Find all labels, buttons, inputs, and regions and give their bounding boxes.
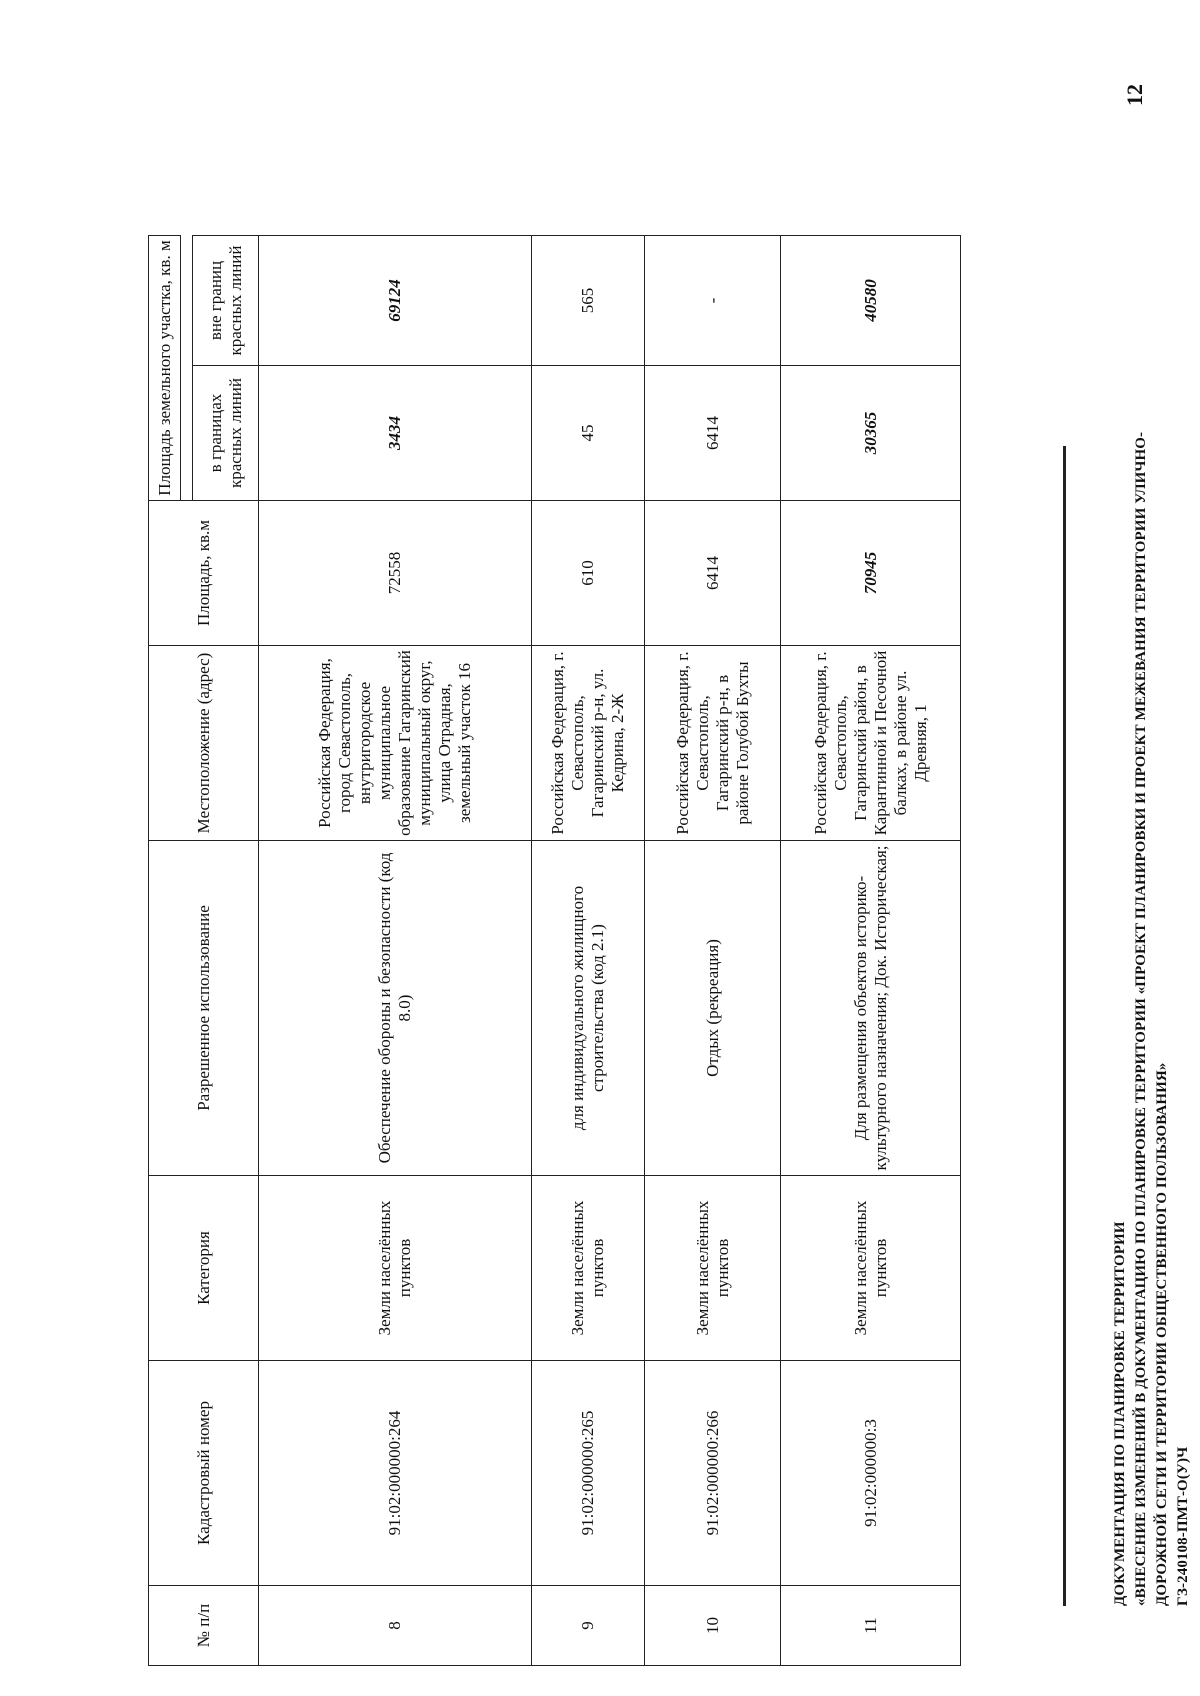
row-cadastral: 91:02:000000:3: [781, 1361, 961, 1586]
document-header: [1110, 306, 1194, 1606]
row-outside: 565: [532, 235, 645, 365]
header-line-2: «ВНЕСЕНИЕ ИЗМЕНЕНИЙ В ДОКУМЕНТАЦИЮ ПО ПЛАНИРОВКЕ ТЕРРИТОРИИ «ПРОЕКТ ПЛАНИРОВКИ И ПРОЕКТ МЕЖЕВАНИЯ ТЕРРИТОРИИ УЛИЧНО-: [1133, 431, 1149, 1606]
header-usage: Разрешенное использование: [149, 841, 259, 1176]
row-usage: Обеспечение обороны и безопасности (код 8.0): [259, 841, 532, 1176]
row-location: Российская Федерация, г. Севастополь, Гагаринский район, в Карантинной и Песочной балках, в районе ул. Древняя, 1: [781, 646, 961, 841]
page-number: 12: [1122, 84, 1147, 106]
table-row: [645, 235, 781, 1665]
header-location: Местоположение (адрес): [149, 646, 259, 841]
row-num: 9: [532, 1586, 645, 1666]
row-cadastral: 91:02:000000:264: [259, 1361, 532, 1586]
row-outside: -: [645, 235, 781, 365]
land-plots-table: [148, 235, 961, 1666]
row-num: 8: [259, 1586, 532, 1666]
row-location: Российская Федерация, город Севастополь, внутригородское муниципальное образование Гагаринский муниципальный округ, улица Отрадная, земельный участок 16: [259, 646, 532, 841]
row-cadastral: 91:02:000000:265: [532, 1361, 645, 1586]
header-line-4: ГЗ-240108-ПМТ-О(У)Ч: [1175, 1446, 1191, 1606]
table-row: [259, 235, 532, 1665]
header-line-3: ДОРОЖНОЙ СЕТИ И ТЕРРИТОРИИ ОБЩЕСТВЕННОГО ПОЛЬЗОВАНИЯ»: [1154, 1062, 1170, 1606]
header-num: № п/п: [149, 1586, 259, 1666]
row-area: 70945: [781, 501, 961, 646]
row-category: Земли населённых пунктов: [645, 1176, 781, 1361]
table-row: [781, 235, 961, 1665]
row-area: 72558: [259, 501, 532, 646]
header-inside-red-lines: в границах красных линий: [193, 366, 259, 501]
header-area: Площадь, кв.м: [149, 501, 259, 646]
row-usage: Отдых (рекреация): [645, 841, 781, 1176]
row-area: 610: [532, 501, 645, 646]
header-line-1: ДОКУМЕНТАЦИЯ ПО ПЛАНИРОВКЕ ТЕРРИТОРИИ: [1112, 1221, 1128, 1606]
row-category: Земли населённых пунктов: [532, 1176, 645, 1361]
row-area: 6414: [645, 501, 781, 646]
table-row: [532, 235, 645, 1665]
row-inside: 45: [532, 366, 645, 501]
header-cadastral: Кадастровый номер: [149, 1361, 259, 1586]
row-category: Земли населённых пунктов: [259, 1176, 532, 1361]
header-category: Категория: [149, 1176, 259, 1361]
row-inside: 30365: [781, 366, 961, 501]
row-inside: 3434: [259, 366, 532, 501]
row-usage: Для размещения объектов историко-культурного назначения; Док. Историческая;: [781, 841, 961, 1176]
header-rule: [1063, 446, 1066, 1606]
row-usage: для индивидуального жилищного строительства (код 2.1): [532, 841, 645, 1176]
row-num: 11: [781, 1586, 961, 1666]
row-cadastral: 91:02:000000:266: [645, 1361, 781, 1586]
header-outside-red-lines: вне границ красных линий: [193, 235, 259, 365]
row-num: 10: [645, 1586, 781, 1666]
row-location: Российская Федерация, г. Севастополь, Гагаринский р-н, ул. Кедрина, 2-Ж: [532, 646, 645, 841]
row-outside: 40580: [781, 235, 961, 365]
row-outside: 69124: [259, 235, 532, 365]
row-location: Российская Федерация, г. Севастополь, Гагаринский р-н, в районе Голубой Бухты: [645, 646, 781, 841]
row-category: Земли населённых пунктов: [781, 1176, 961, 1361]
header-plot-area: Площадь земельного участка, кв. м: [149, 235, 181, 500]
row-inside: 6414: [645, 366, 781, 501]
